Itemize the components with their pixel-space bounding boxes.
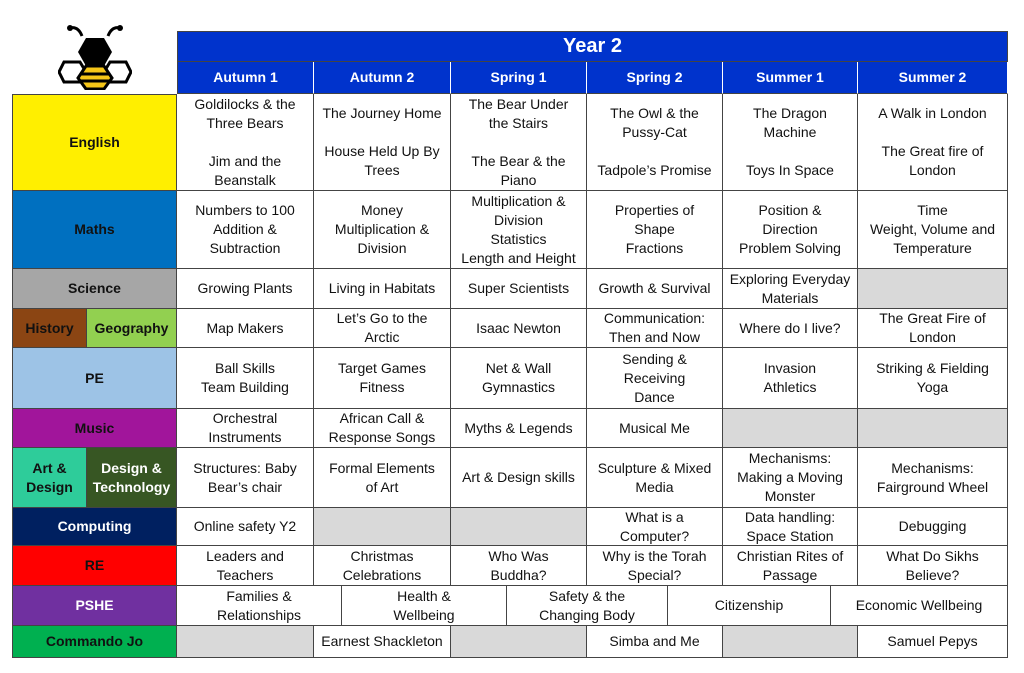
humanities-cell [177,309,314,348]
maths-cell-line: Division [493,211,543,228]
art-dt-cell-line: Making a Moving [737,469,843,485]
maths-cell-line: Direction [762,221,818,237]
re-cell-line: Celebrations [342,566,422,583]
humanities-cell-line: London [909,329,956,345]
re-cell-line: Passage [762,566,818,583]
art-dt-cell-content [737,449,843,506]
term-header-6 [858,62,1008,94]
english-topic-line: Trees [364,162,400,178]
pe-cell-content [338,359,426,397]
science-cell [858,269,1008,309]
term-header-5-text: Summer 1 [756,69,824,85]
maths-cell-line: Properties of [614,202,695,218]
subject-commando-jo [12,626,177,658]
humanities-cell-content [604,309,705,347]
music-cell [314,409,451,448]
re-cell [451,546,587,586]
computing-cell-line: Debugging [898,518,967,534]
humanities-cell [858,309,1008,348]
science-cell-content [329,279,436,298]
computing-cell [451,508,587,546]
re-cell-line: Why is the Torah [602,547,707,564]
pe-cell [177,348,314,409]
humanities-cell-line: Then and Now [608,329,701,345]
science-cell-content [598,279,710,298]
english-topic [322,104,441,123]
pshe-cell-line: Health & [397,587,451,604]
maths-cell-line: Temperature [893,240,972,256]
english-cell [451,94,587,191]
pe-cell-line: Striking & Fielding [876,360,989,376]
pshe-cell-line: Citizenship [714,597,784,613]
english-cell [723,94,858,191]
science-cell-content [468,279,569,298]
re-cell-line: Believe? [905,566,960,583]
commando-jo-cell [451,626,587,658]
maths-cell-line: Position & [758,202,822,218]
pshe-cell-content [715,596,783,615]
maths-cell [314,191,451,269]
re-cell [858,546,1008,586]
subject-art-design [12,448,87,508]
computing-cell [587,508,723,546]
maths-cell-content [335,201,429,258]
art-dt-cell [587,448,723,508]
art-dt-cell-line: Structures: Baby [193,459,297,476]
english-topic-line: House Held Up By [324,143,440,159]
pe-cell-line: Invasion [763,360,817,376]
re-cell-content [488,547,548,585]
pshe-cell-line: Changing Body [539,606,635,623]
science-cell [723,269,858,309]
re-cell-content [343,547,422,585]
pe-cell-line: Receiving [623,369,686,386]
commando-jo-cell-line: Earnest Shackleton [321,633,443,649]
art-dt-cell [451,448,587,508]
term-header-3 [451,62,587,94]
pe-cell-content [764,359,817,397]
music-cell-line: Musical Me [619,419,690,436]
english-cell [858,94,1008,191]
subject-design-technology-content [93,459,171,497]
commando-jo-cell-content [609,632,699,651]
english-cell-content [878,104,986,180]
pshe-cell [668,586,831,626]
english-cell [177,94,314,191]
maths-cell-line: Problem Solving [739,240,841,256]
humanities-cell [723,309,858,348]
english-topic [469,95,569,133]
subject-computing-text: Computing [57,518,132,534]
computing-cell-line: Space Station [746,527,834,544]
english-topic-line: the Stairs [488,114,549,131]
art-dt-cell [723,448,858,508]
maths-cell-content [195,201,295,258]
pshe-cell-line: Relationships [216,606,302,623]
pe-cell-line: Target Games [338,360,426,376]
english-topic [209,152,281,190]
pe-cell-content [201,359,289,397]
english-topic [194,95,295,133]
music-cell-line: Instruments [208,429,282,445]
maths-cell-line: Time [917,202,948,218]
computing-cell-line: Online safety Y2 [193,518,297,534]
music-cell-line: Response Songs [328,429,436,445]
subject-art-design-line: Art & [32,459,67,476]
term-header-6-text: Summer 2 [898,69,967,85]
maths-cell-line: Statistics [490,230,547,247]
subject-music [12,409,177,448]
computing-cell-content [745,508,835,546]
english-topic-line: Toys In Space [746,162,834,178]
science-cell [451,269,587,309]
subject-art-design-content [26,459,73,497]
humanities-cell [451,309,587,348]
humanities-cell-content [879,309,986,347]
re-cell [587,546,723,586]
english-topic [746,161,834,180]
commando-jo-cell-content [321,632,442,651]
maths-cell [451,191,587,269]
science-cell-line: Super Scientists [467,280,570,296]
music-cell-line: African Call & [339,410,425,426]
maths-cell-content [739,201,841,258]
maths-cell-line: Multiplication & [471,192,566,209]
pshe-cell-line: Wellbeing [393,606,455,623]
subject-design-technology-line: Technology [92,478,171,495]
art-dt-cell-line: Bear’s chair [207,478,283,495]
science-cell-line: Living in Habitats [328,280,436,296]
subject-english-text: English [69,134,120,150]
re-cell [177,546,314,586]
english-cell-content [597,104,711,180]
computing-cell [177,508,314,546]
computing-cell-content [899,517,967,536]
english-topic-line: A Walk in London [878,105,987,121]
science-cell [587,269,723,309]
english-topic-line: Beanstalk [214,171,276,188]
english-topic [882,142,984,180]
pe-cell-content [622,350,687,407]
pshe-cell-line: Safety & the [548,587,626,604]
term-header-5 [723,62,858,94]
science-cell [314,269,451,309]
commando-jo-cell-line: Samuel Pepys [887,633,978,649]
computing-cell [314,508,451,546]
year-title-text: Year 2 [563,35,622,57]
science-cell [177,269,314,309]
commando-jo-cell [723,626,858,658]
music-cell-line: Orchestral [212,410,278,426]
maths-cell-content [870,201,995,258]
re-cell-content [206,547,284,585]
subject-maths-text: Maths [74,221,115,237]
english-topic [597,161,711,180]
re-cell [314,546,451,586]
art-dt-cell-line: Art & Design skills [462,469,575,485]
subject-commando-jo-text: Commando Jo [45,633,144,649]
english-topic-line: Tadpole’s Promise [597,162,712,178]
subject-science [12,269,177,309]
art-dt-cell-content [462,468,575,487]
english-topic-line: London [909,162,956,178]
english-cell-content [469,95,569,190]
pe-cell-line: Yoga [916,379,949,395]
art-dt-cell-content [598,459,712,497]
music-cell [587,409,723,448]
art-dt-cell [858,448,1008,508]
science-cell-content [730,270,851,308]
subject-geography [87,309,177,348]
english-topic-line: Three Bears [206,114,284,131]
pshe-cell [342,586,507,626]
art-dt-cell-content [329,459,435,497]
art-dt-cell-content [877,459,988,497]
english-topic-line: The Bear & the [471,152,566,169]
maths-cell-line: Multiplication & [334,221,430,237]
re-cell-line: Who Was [488,547,549,564]
pe-cell-content [482,359,555,397]
computing-cell [858,508,1008,546]
science-cell-content [198,279,293,298]
re-cell-line: Leaders and [206,547,284,564]
pshe-cell-content [393,587,454,625]
subject-computing [12,508,177,546]
subject-art-design-line: Design [26,478,73,495]
maths-cell-content [461,192,575,268]
english-cell [314,94,451,191]
humanities-cell-line: Let’s Go to the [336,310,428,326]
pe-cell-line: Team Building [201,379,289,395]
music-cell [177,409,314,448]
re-cell-line: Special? [627,566,682,583]
re-cell-line: Christmas [350,547,414,564]
art-dt-cell-line: Media [635,478,674,495]
commando-jo-cell-content [887,632,977,651]
english-topic [324,142,439,180]
science-cell-line: Growing Plants [197,280,293,296]
maths-cell [723,191,858,269]
commando-jo-cell [587,626,723,658]
commando-jo-cell [177,626,314,658]
subject-design-technology-line: Design & [101,459,162,476]
re-cell-line: Christian Rites of [736,547,844,564]
maths-cell-line: Shape [634,221,675,237]
pe-cell-line: Gymnastics [481,379,556,395]
term-header-1-text: Autumn 1 [213,69,278,85]
maths-cell [177,191,314,269]
pe-cell [587,348,723,409]
pe-cell-line: Ball Skills [215,360,275,376]
pe-cell-line: Net & Wall [485,360,552,376]
english-topic [753,104,827,142]
art-dt-cell-line: Mechanisms: [748,450,832,466]
english-topic [610,104,699,142]
art-dt-cell-line: Monster [764,488,816,504]
pe-cell [858,348,1008,409]
term-header-4-text: Spring 2 [626,69,683,85]
computing-cell-line: Computer? [619,527,690,544]
computing-cell-content [194,517,296,536]
pshe-cell-content [217,587,301,625]
english-topic-line: The Bear Under [468,95,569,112]
term-header-1 [177,62,314,94]
re-cell-content [602,547,706,585]
art-dt-cell-line: of Art [365,478,399,495]
art-dt-cell [177,448,314,508]
humanities-cell-content [337,309,428,347]
pe-cell [314,348,451,409]
english-cell [587,94,723,191]
art-dt-cell-line: Formal Elements [329,459,435,476]
english-topic [471,152,565,190]
subject-history-text: History [25,319,74,336]
maths-cell-line: Weight, Volume and [869,221,996,237]
maths-cell-line: Subtraction [209,240,281,256]
term-header-3-text: Spring 1 [490,69,547,85]
term-header-4 [587,62,723,94]
pshe-cell [507,586,668,626]
pshe-cell-line: Economic Wellbeing [855,597,983,613]
english-topic-line: Pussy-Cat [622,124,687,140]
computing-cell [723,508,858,546]
subject-design-technology [87,448,177,508]
english-cell-content [194,95,295,190]
english-cell-content [322,104,441,180]
subject-maths [12,191,177,269]
term-header-2 [314,62,451,94]
humanities-cell-line: Where do I live? [739,319,841,336]
science-cell-line: Materials [761,289,819,306]
music-cell [858,409,1008,448]
re-cell-content [737,547,844,585]
pshe-cell-content [856,596,983,615]
science-cell-line: Exploring Everyday [729,270,851,287]
year-title [177,31,1008,62]
humanities-cell-line: Map Makers [206,319,284,336]
pshe-cell-content [539,587,635,625]
humanities-cell [314,309,451,348]
english-topic-line: Jim and the [208,152,282,169]
art-dt-cell-line: Fairground Wheel [876,478,989,495]
maths-cell-line: Length and Height [461,249,576,266]
subject-history [12,309,87,348]
subject-english [12,94,177,191]
computing-cell-line: What is a [625,508,684,525]
music-cell-content [464,419,572,438]
music-cell-line: Myths & Legends [464,419,573,436]
english-topic-line: Machine [763,124,817,140]
maths-cell [587,191,723,269]
commando-jo-cell [314,626,451,658]
humanities-cell-line: Communication: [603,310,706,326]
music-cell-content [619,419,690,438]
humanities-cell-content [739,319,840,338]
music-cell [451,409,587,448]
pe-cell-line: Athletics [763,379,817,395]
pe-cell [451,348,587,409]
pe-cell-line: Dance [634,388,675,405]
computing-cell-content [620,508,689,546]
humanities-cell [587,309,723,348]
maths-cell-line: Fractions [625,240,684,256]
art-dt-cell [314,448,451,508]
pshe-cell [831,586,1008,626]
humanities-cell-content [206,319,283,338]
humanities-cell-content [476,319,561,338]
english-topic-line: The Journey Home [322,105,442,121]
art-dt-cell-line: Sculpture & Mixed [597,459,712,476]
pe-cell-content [876,359,989,397]
maths-cell-line: Numbers to 100 [195,202,295,218]
pe-cell-line: Sending & [622,350,687,367]
music-cell-content [329,409,436,447]
humanities-cell-line: The Great Fire of [879,310,986,326]
maths-cell [858,191,1008,269]
subject-re [12,546,177,586]
computing-cell-line: Data handling: [744,508,836,525]
pe-cell-line: Fitness [359,379,405,395]
subject-pshe-text: PSHE [75,597,114,613]
pe-cell [723,348,858,409]
music-cell [723,409,858,448]
re-cell-content [886,547,979,585]
english-topic-line: Piano [500,171,537,188]
subject-pshe [12,586,177,626]
subject-geography-text: Geography [94,319,169,336]
subject-music-text: Music [74,419,115,436]
curriculum-grid [12,31,1008,658]
science-cell-line: Growth & Survival [598,280,711,296]
re-cell-line: Teachers [216,566,274,583]
humanities-cell-line: Arctic [364,329,400,345]
subject-re-text: RE [84,557,105,573]
english-topic-line: Goldilocks & the [194,95,296,112]
re-cell-line: Buddha? [490,566,547,583]
maths-cell-line: Division [357,240,407,256]
re-cell-line: What Do Sikhs [886,547,979,564]
art-dt-cell-line: Mechanisms: [891,459,974,476]
maths-cell-content [615,201,694,258]
english-topic-line: The Great fire of [881,143,984,159]
maths-cell-line: Money [360,202,404,218]
pshe-cell [177,586,342,626]
commando-jo-cell-line: Simba and Me [609,633,700,649]
maths-cell-line: Addition & [213,221,277,237]
english-topic-line: The Dragon [753,105,827,121]
music-cell-content [208,409,281,447]
subject-science-text: Science [68,280,121,296]
art-dt-cell-content [193,459,297,497]
english-topic [878,104,986,123]
subject-pe [12,348,177,409]
commando-jo-cell [858,626,1008,658]
english-topic-line: The Owl & the [610,105,699,121]
term-header-2-text: Autumn 2 [349,69,415,85]
re-cell [723,546,858,586]
english-cell-content [746,104,834,180]
humanities-cell-line: Isaac Newton [476,319,561,336]
subject-pe-text: PE [85,369,104,386]
pshe-cell-line: Families & [226,587,292,604]
